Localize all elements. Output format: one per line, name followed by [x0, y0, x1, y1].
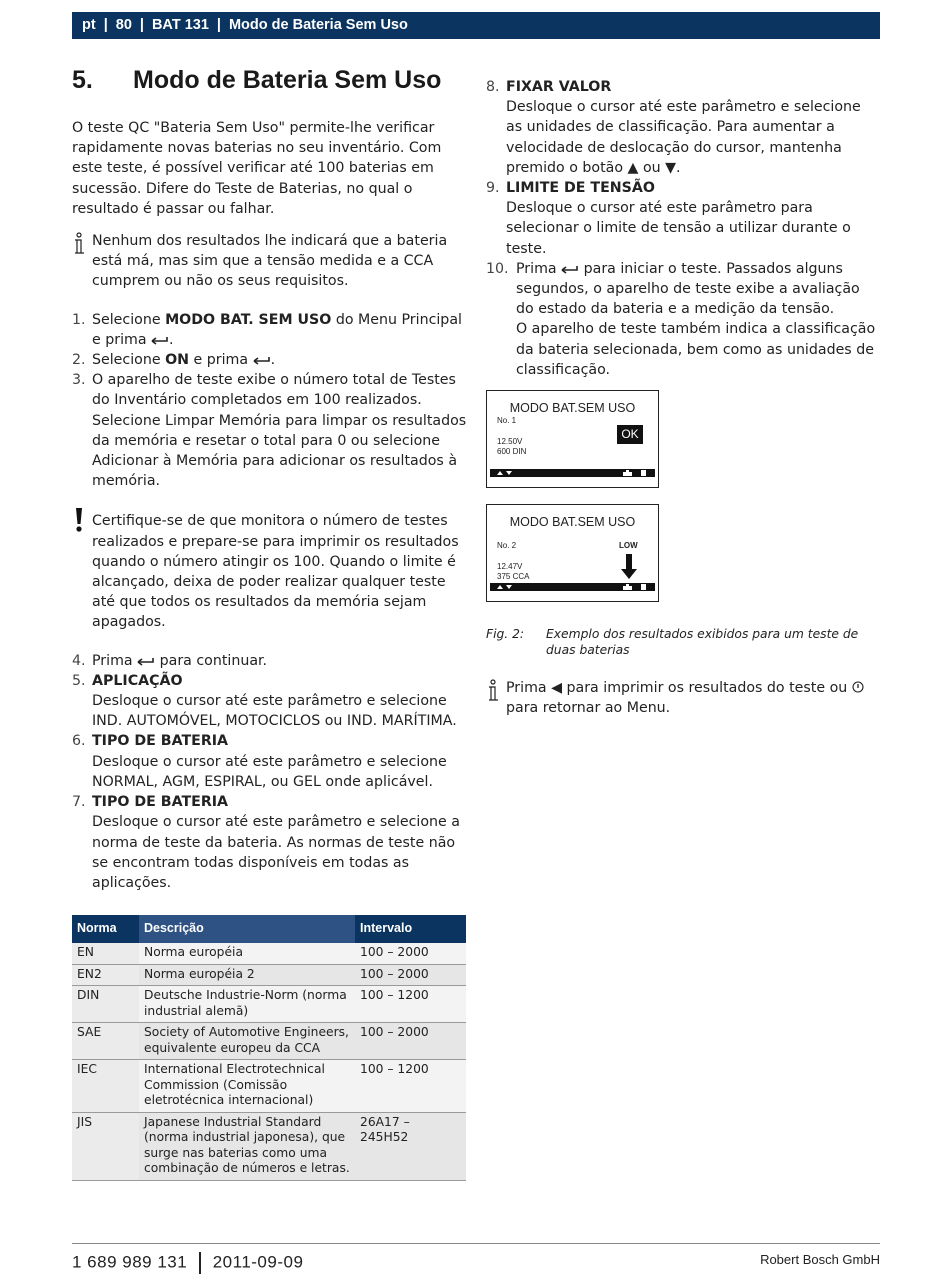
- result-ok-badge: OK: [617, 425, 643, 444]
- table-cell: 100 – 2000: [355, 1023, 466, 1060]
- print-battery-icon: [621, 583, 651, 591]
- figure-label: Fig. 2:: [486, 627, 525, 642]
- col-header-intervalo: Intervalo: [355, 915, 466, 943]
- power-icon: [852, 681, 864, 693]
- table-row: [72, 986, 466, 1023]
- section-title: [72, 66, 467, 112]
- screen-status-bar: [490, 583, 655, 591]
- list-item: 6. TIPO DE BATERIA Desloque o cursor até este parâmetro e selecione NORMAL, AGM, ESPIRAL, ou GEL onde aplicável.: [72, 733, 447, 790]
- table-row: [72, 964, 466, 986]
- list-item: 9. LIMITE DE TENSÃO Desloque o cursor até este parâmetro para selecionar o limite de tensão a utilizar durante o teste.: [486, 180, 851, 257]
- section-title-text: Modo de Bateria Sem Uso: [133, 66, 442, 94]
- left-column: [72, 60, 467, 1181]
- info-note: [72, 231, 467, 292]
- table-cell: EN: [72, 943, 139, 964]
- info-note-text: Nenhum dos resultados lhe indicará que a bateria está má, mas sim que a tensão medida e a CCA cumprem ou não os seus requisitos.: [92, 233, 448, 290]
- table-cell: 26A17 – 245H52: [355, 1112, 466, 1180]
- table-cell: IEC: [72, 1060, 139, 1113]
- list-item: 10. Prima para iniciar o teste. Passados alguns segundos, o aparelho de teste exibe a avaliação do estado da bateria e a medição da tensão. O aparelho de teste também indica a classificação da bateria selecionada, bem como as unidades de classificação.: [486, 260, 876, 378]
- screen-voltage: 12.47V: [497, 562, 523, 572]
- table-cell: DIN: [72, 986, 139, 1023]
- device-screen-2: [486, 504, 659, 602]
- result-low-label: LOW: [619, 541, 638, 551]
- enter-key-icon: [561, 264, 579, 274]
- arrow-up-down-icon: [496, 583, 516, 591]
- table-cell: Japanese Industrial Standard (norma industrial japonesa), que surge nas baterias como uma combinação de números e letras.: [139, 1112, 355, 1180]
- header-lang: pt: [82, 17, 96, 33]
- footer-doc-number: 1 689 989 131: [72, 1252, 188, 1272]
- screen-status-bar: [490, 469, 655, 477]
- table-cell: 100 – 2000: [355, 964, 466, 986]
- section-number: 5.: [72, 66, 93, 94]
- footer-divider: [72, 1243, 880, 1244]
- screen-battery-number: No. 1: [497, 416, 517, 426]
- list-item: 7. TIPO DE BATERIA Desloque o cursor até este parâmetro e selecione a norma de teste da bateria. As normas de teste não se encontram todas disponíveis em todas as aplicações.: [72, 794, 460, 891]
- header-page-number: 80: [115, 17, 132, 33]
- arrow-down-icon: [620, 554, 638, 580]
- col-header-descricao: Descrição: [139, 915, 355, 943]
- enter-key-icon: [151, 335, 169, 345]
- warning-note: [72, 511, 467, 632]
- steps-list-continued: [72, 651, 467, 893]
- enter-key-icon: [253, 355, 271, 365]
- screen-title: MODO BAT.SEM USO: [509, 401, 636, 416]
- list-item: 4. Prima para continuar.: [72, 652, 268, 669]
- steps-list: [72, 310, 467, 492]
- table-row: [72, 1060, 466, 1113]
- standards-table: [72, 915, 466, 1181]
- table-cell: SAE: [72, 1023, 139, 1060]
- table-cell: 100 – 1200: [355, 1060, 466, 1113]
- table-cell: Deutsche Industrie-Norm (norma industrial alemã): [139, 986, 355, 1023]
- enter-key-icon: [137, 656, 155, 666]
- screen-rating: 600 DIN: [497, 447, 527, 457]
- table-row: [72, 1112, 466, 1180]
- table-cell: 100 – 2000: [355, 943, 466, 964]
- page-header: pt | 80 | BAT 131 | Modo de Bateria Sem Uso: [72, 12, 880, 39]
- right-column: [486, 77, 881, 718]
- screen-voltage: 12.50V: [497, 437, 523, 447]
- table-header-row: [72, 915, 466, 943]
- list-item: 1. Selecione MODO BAT. SEM USO do Menu Principal e prima .: [72, 311, 462, 348]
- table-cell: EN2: [72, 964, 139, 986]
- table-cell: Norma européia 2: [139, 964, 355, 986]
- intro-paragraph: O teste QC "Bateria Sem Uso" permite-lhe verificar rapidamente novas baterias no seu inventário. Com este teste, é possível verificar até 100 baterias em sucessão. Difere do Teste de Baterias, no qual o resultado é passar ou falhar.: [72, 120, 442, 217]
- screen-title: MODO BAT.SEM USO: [509, 515, 636, 530]
- list-item: 3. O aparelho de teste exibe o número total de Testes do Inventário completados em 100 realizados. Selecione Limpar Memória para limpar os resultados da memória e resetar o total para 0 ou selecione Adicionar à Memória para adicionar os resultados à memória.: [72, 372, 467, 490]
- figure-caption: [486, 626, 881, 658]
- table-row: [72, 1023, 466, 1060]
- table-cell: Society of Automotive Engineers, equivalente europeu da CCA: [139, 1023, 355, 1060]
- list-item: 5. APLICAÇÃO Desloque o cursor até este parâmetro e selecione IND. AUTOMÓVEL, MOTOCICLOS ou IND. MARÍTIMA.: [72, 672, 457, 730]
- footer-date: 2011-09-09: [212, 1252, 304, 1272]
- figure-caption-text: Exemplo dos resultados exibidos para um teste de duas baterias: [546, 627, 859, 658]
- screen-rating: 375 CCA: [497, 572, 530, 582]
- arrow-up-down-icon: [496, 469, 516, 477]
- col-header-norma: Norma: [72, 915, 139, 943]
- table-cell: Norma européia: [139, 943, 355, 964]
- footer-doc-info: [72, 1252, 303, 1274]
- header-model: BAT 131: [151, 17, 209, 33]
- list-item: 2. Selecione ON e prima .: [72, 352, 276, 369]
- list-item: 8. FIXAR VALOR Desloque o cursor até este parâmetro e selecione as unidades de classificação. Para aumentar a velocidade de deslocação do cursor, mantenha premido o botão ▲ ou ▼.: [486, 79, 861, 176]
- info-note: Prima ◀ para imprimir os resultados do teste ou para retornar ao Menu.: [486, 678, 881, 718]
- table-row: [72, 943, 466, 964]
- info-icon: [486, 679, 502, 703]
- screen-battery-number: No. 2: [497, 541, 517, 551]
- header-title: Modo de Bateria Sem Uso: [228, 17, 408, 33]
- print-battery-icon: [621, 469, 651, 477]
- info-icon: [72, 232, 88, 256]
- table-cell: International Electrotechnical Commission (Comissão eletrotécnica internacional): [139, 1060, 355, 1113]
- warning-text: Certifique-se de que monitora o número de testes realizados e prepare-se para imprimir os resultados quando o número atingir os 100. Quando o limite é alcançado, deixa de poder realizar qualquer teste até que todos os resultados da memória sejam apagados.: [92, 513, 459, 631]
- device-screen-1: [486, 390, 659, 488]
- footer-company: Robert Bosch GmbH: [760, 1252, 880, 1267]
- table-cell: 100 – 1200: [355, 986, 466, 1023]
- table-cell: JIS: [72, 1112, 139, 1180]
- exclamation-icon: [74, 507, 84, 533]
